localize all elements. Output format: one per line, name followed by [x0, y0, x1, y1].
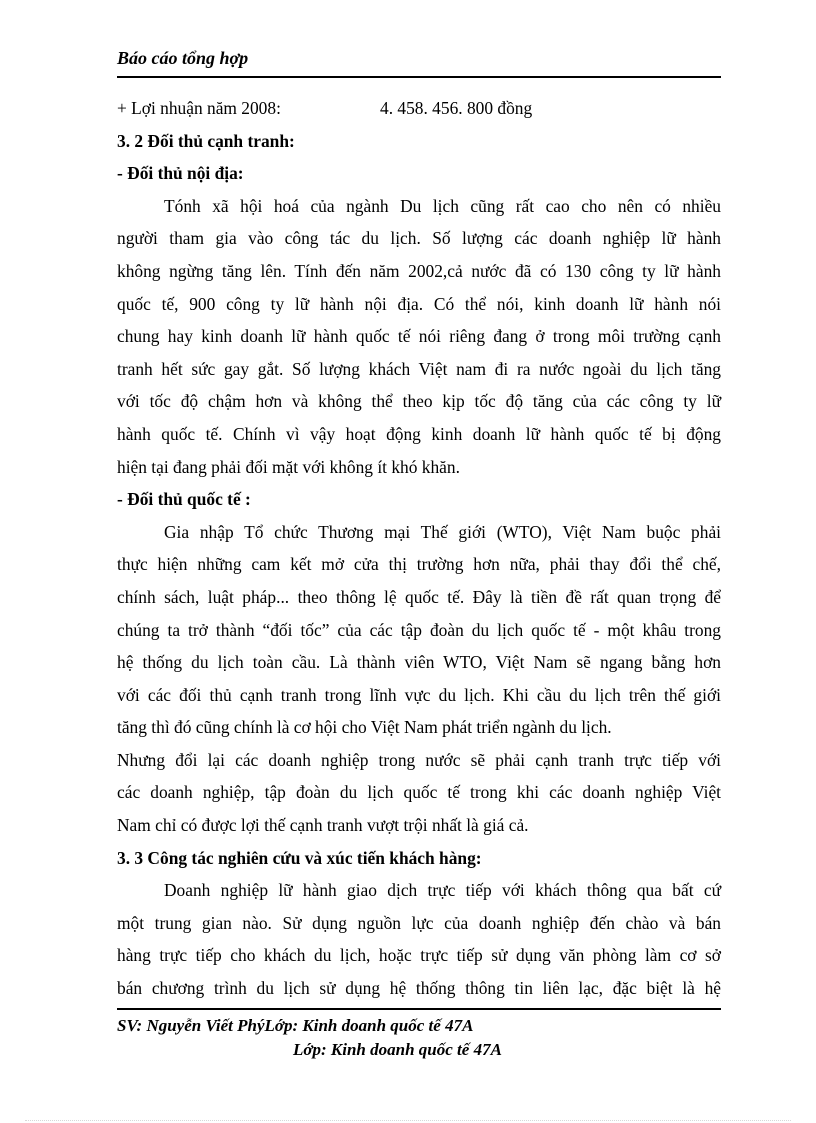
- paragraph-line: không ngừng tăng lên. Tính đến năm 2002,cả nước đã có 130 công ty lữ hành: [117, 260, 721, 281]
- profit-value: 4. 458. 456. 800 đồng: [380, 98, 533, 118]
- paragraph-line: hiện tại đang phải đối mặt với không ít khó khăn.: [117, 456, 460, 477]
- footer-student-line: SV: Nguyễn Viết PhýLớp: Kinh doanh quốc tế 47A: [117, 1016, 474, 1035]
- section-heading-3-2: 3. 2 Đối thủ cạnh tranh:: [117, 130, 295, 151]
- paragraph-line: Nam chỉ có được lợi thế cạnh tranh vượt trội nhất là giá cả.: [117, 815, 529, 836]
- paragraph-line: Doanh nghiệp lữ hành giao dịch trực tiếp với khách thông qua bất cứ: [164, 880, 721, 901]
- paragraph-line: thực hiện những cam kết mở cửa thị trường hơn nữa, phải thay đổi thể chế,: [117, 554, 721, 575]
- paragraph-line: hệ thống du lịch toàn cầu. Là thành viên WTO, Việt Nam sẽ ngang bằng hơn: [117, 652, 721, 673]
- paragraph-line: người tham gia vào công tác du lịch. Số lượng các doanh nghiệp lữ hành: [117, 228, 721, 249]
- paragraph-line: Tónh xã hội hoá của ngành Du lịch cũng rất cao cho nên có nhiều: [164, 195, 721, 216]
- paragraph-line: tăng thì đó cũng chính là cơ hội cho Việt Nam phát triển ngành du lịch.: [117, 717, 612, 738]
- paragraph-line: chính sách, luật pháp... theo thông lệ quốc tế. Đây là tiền đề rất quan trọng để: [117, 586, 721, 607]
- paragraph-line: hàng trực tiếp cho khách du lịch, hoặc trực tiếp sử dụng văn phòng làm cơ sở: [117, 945, 721, 966]
- page-bottom-divider: [25, 1120, 791, 1121]
- paragraph-line: với các đối thủ cạnh tranh trong lĩnh vực du lịch. Khi cầu du lịch trên thế giới: [117, 684, 721, 705]
- page-footer: [117, 1008, 721, 1059]
- paragraph-line: với tốc độ chậm hơn và không thể theo kịp tốc độ tăng của các công ty lữ: [117, 391, 721, 412]
- paragraph-line: hành quốc tế. Chính vì vậy hoạt động kinh doanh lữ hành quốc tế bị động: [117, 423, 721, 444]
- profit-line: [117, 92, 721, 125]
- section-heading-3-3: 3. 3 Công tác nghiên cứu và xúc tiến khách hàng:: [117, 847, 482, 868]
- page-header: [117, 46, 721, 78]
- paragraph-line: chung hay kinh doanh lữ hành quốc tế nói riêng đang ở trong môi trường cạnh: [117, 326, 721, 347]
- paragraph-line: quốc tế, 900 công ty lữ hành nội địa. Có thể nói, kinh doanh lữ hành nói: [117, 293, 721, 314]
- header-title: Báo cáo tổng hợp: [117, 48, 249, 68]
- paragraph-line: Gia nhập Tổ chức Thương mại Thế giới (WTO), Việt Nam buộc phải: [164, 521, 721, 542]
- paragraph-line: một trung gian nào. Sử dụng nguồn lực của doanh nghiệp đến chào và bán: [117, 912, 721, 933]
- subheading-domestic-competitors: - Đối thủ nội địa:: [117, 163, 244, 184]
- paragraph-line: các doanh nghiệp, tập đoàn du lịch quốc tế trong khi các doanh nghiệp Việt: [117, 782, 721, 803]
- paragraph-line: tranh hết sức gay gắt. Số lượng khách Việt nam đi ra nước ngoài du lịch tăng: [117, 358, 721, 379]
- paragraph-line: bán chương trình du lịch sử dụng hệ thống thông tin liên lạc, đặc biệt là hệ: [117, 978, 721, 999]
- paragraph-line: chúng ta trở thành “đối tốc” của các tập đoàn du lịch quốc tế - một khâu trong: [117, 619, 721, 640]
- footer-class-line: Lớp: Kinh doanh quốc tế 47A: [293, 1040, 502, 1059]
- profit-label: + Lợi nhuận năm 2008:: [117, 98, 281, 118]
- paragraph-line: Nhưng đổi lại các doanh nghiệp trong nước sẽ phải cạnh tranh trực tiếp với: [117, 749, 721, 770]
- document-body: [117, 92, 721, 1005]
- subheading-international-competitors: - Đối thủ quốc tế :: [117, 489, 251, 510]
